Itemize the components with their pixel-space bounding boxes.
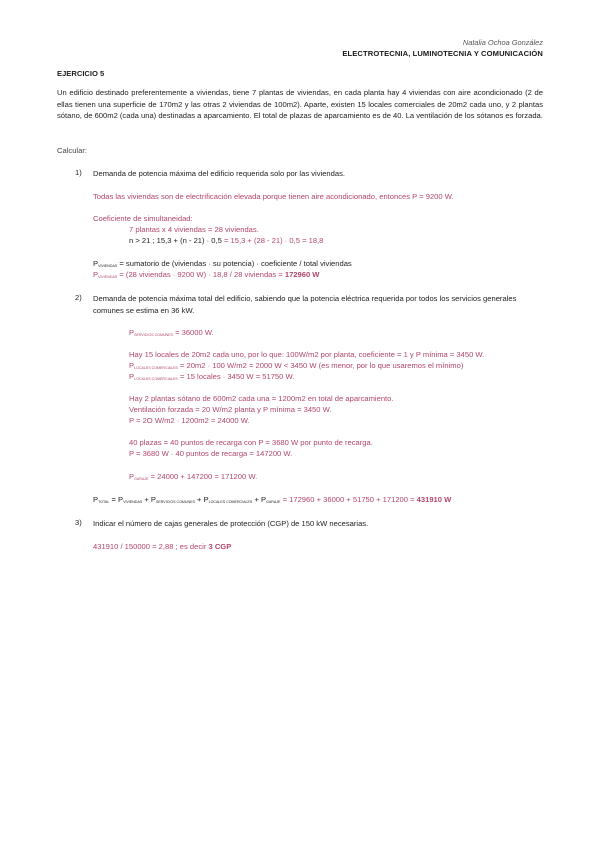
subject-title: ELECTROTECNIA, LUMINOTECNIA Y COMUNICACIÓN [342,49,543,58]
q1-answer-power: Todas las viviendas son de electrificación elevada porque tienen aire acondicionado, entonces P = 9200 W. [93,192,454,201]
q2-total-sum: = 172960 + 36000 + 51750 + 171200 = [280,495,417,504]
q2-locales-total: = 15 locales · 3450 W = 51750 W. [177,372,295,381]
q2-garaje-line3: P = 2O W/m2 · 1200m2 = 24000 W. [129,416,250,425]
q3-answer-value: 3 CGP [208,542,232,551]
exercise-statement: Un edificio destinado preferentemente a viviendas, tiene 7 plantas de viviendas, en cada planta hay 4 viviendas con aire acondicionado (2 de ellas tienen una superficie de 170m2 y las otras 2 viviendas de 100m2). Aparte, existen 15 locales comerciales de 20m2 cada uno, y 2 plantas sótano, de 600m2 (cada una) destinadas a aparcamiento. El total de plazas de aparcamiento es de 40. La ventilación de los sótanos es forzada. [57,88,543,121]
sub-viviendas: VIVIENDAS [98,264,118,268]
q2-locales-calc: = 20m2 · 100 W/m2 = 2000 W < 3450 W (es menor, por lo que usaremos el mínimo) [177,361,464,370]
sub-total: TOTAL [98,500,110,504]
q2-number: 2) [75,293,82,302]
p-symbol: P [117,495,124,504]
sub-servicios: SERVICIOS COMUNES [134,333,173,337]
sub-locales: LOCALES COMERCIALES [208,500,253,504]
sub-servicios: SERVICIOS COMUNES [155,500,195,504]
equals: = [109,495,118,504]
q1-coef-line2 [129,236,323,245]
q3-answer: 431910 / 150000 = 2,88 ; es decir [93,542,209,551]
p-symbol: P [93,495,99,504]
q2-total-value: 431910 W [416,495,452,504]
p-symbol: P [129,472,135,481]
exercise-title: EJERCICIO 5 [57,69,105,78]
q1-formula-text: = sumatorio de (viviendas · su potencia) · coeficiente / total viviendas [117,259,352,268]
sub-locales: LOCALES COMERCIALES [134,366,178,370]
p-symbol: P [129,372,135,381]
sub-garaje: GARAJE [266,500,281,504]
q1-coef-formula: n > 21 ; 15,3 + (n - 21) · 0,5 [129,236,224,245]
q2-total-line [93,495,451,504]
q3-answer-line [93,542,231,551]
author-name: Natalia Ochoa González [462,38,543,47]
q1-result-text: = (28 viviendas · 9200 W) · 18,8 / 28 viviendas = [117,270,285,279]
q2-locales-line2 [129,361,463,370]
p-symbol: P [203,495,209,504]
q1-formula-line [93,259,352,268]
q1-coef-label: Coeficiente de simultaneidad: [93,214,193,223]
p-symbol: P [129,361,135,370]
q2-question: Demanda de potencia máxima total del edificio, sabiendo que la potencia eléctrica requerida por todos los servicios generales comunes se estima en 36 kW. [93,294,517,315]
p-symbol: P [93,259,99,268]
q1-coef-result: = 15,3 + (28 - 21) · 0,5 = 18,8 [223,236,324,245]
p-symbol: P [129,328,135,337]
p-symbol: P [261,495,267,504]
sub-viviendas: VIVIENDAS [98,275,118,279]
q1-result-value: 172960 W [284,270,320,279]
q2-servicios-value: = 36000 W. [172,328,214,337]
q2-locales-line1: Hay 15 locales de 20m2 cada uno, por lo que: 100W/m2 por planta, coeficiente = 1 y P mínima = 3450 W. [129,350,485,359]
q2-locales-line3 [129,372,294,381]
q1-question: Demanda de potencia máxima del edificio requerida solo por las viviendas. [93,169,345,178]
q3-question: Indicar el número de cajas generales de protección (CGP) de 150 kW necesarias. [93,519,369,528]
q2-garaje-total-line [129,472,257,481]
p-symbol: P [150,495,156,504]
sub-viviendas: VIVIENDAS [123,500,143,504]
sub-locales: LOCALES COMERCIALES [134,377,178,381]
plus: + [194,495,204,504]
q3-number: 3) [75,518,82,527]
p-symbol: P [93,270,99,279]
q2-recarga-line1: 40 plazas = 40 puntos de recarga con P = 3680 W por punto de recarga. [129,438,373,447]
plus: + [252,495,261,504]
q2-servicios-line [129,328,214,337]
q2-garaje-line2: Ventilación forzada = 20 W/m2 planta y P mínima = 3450 W. [129,405,332,414]
q1-coef-line1: 7 plantas x 4 viviendas = 28 viviendas. [129,225,259,234]
q1-result-line [93,270,319,279]
plus: + [142,495,151,504]
sub-garaje: GARAJE [134,477,149,481]
q2-recarga-line2: P = 3680 W · 40 puntos de recarga = 147200 W. [129,449,293,458]
q2-garaje-line1: Hay 2 plantas sótano de 600m2 cada una = 1200m2 en total de aparcamiento. [129,394,394,403]
calcular-label: Calcular: [57,146,87,155]
q1-number: 1) [75,168,82,177]
q2-garaje-total: = 24000 + 147200 = 171200 W. [148,472,258,481]
